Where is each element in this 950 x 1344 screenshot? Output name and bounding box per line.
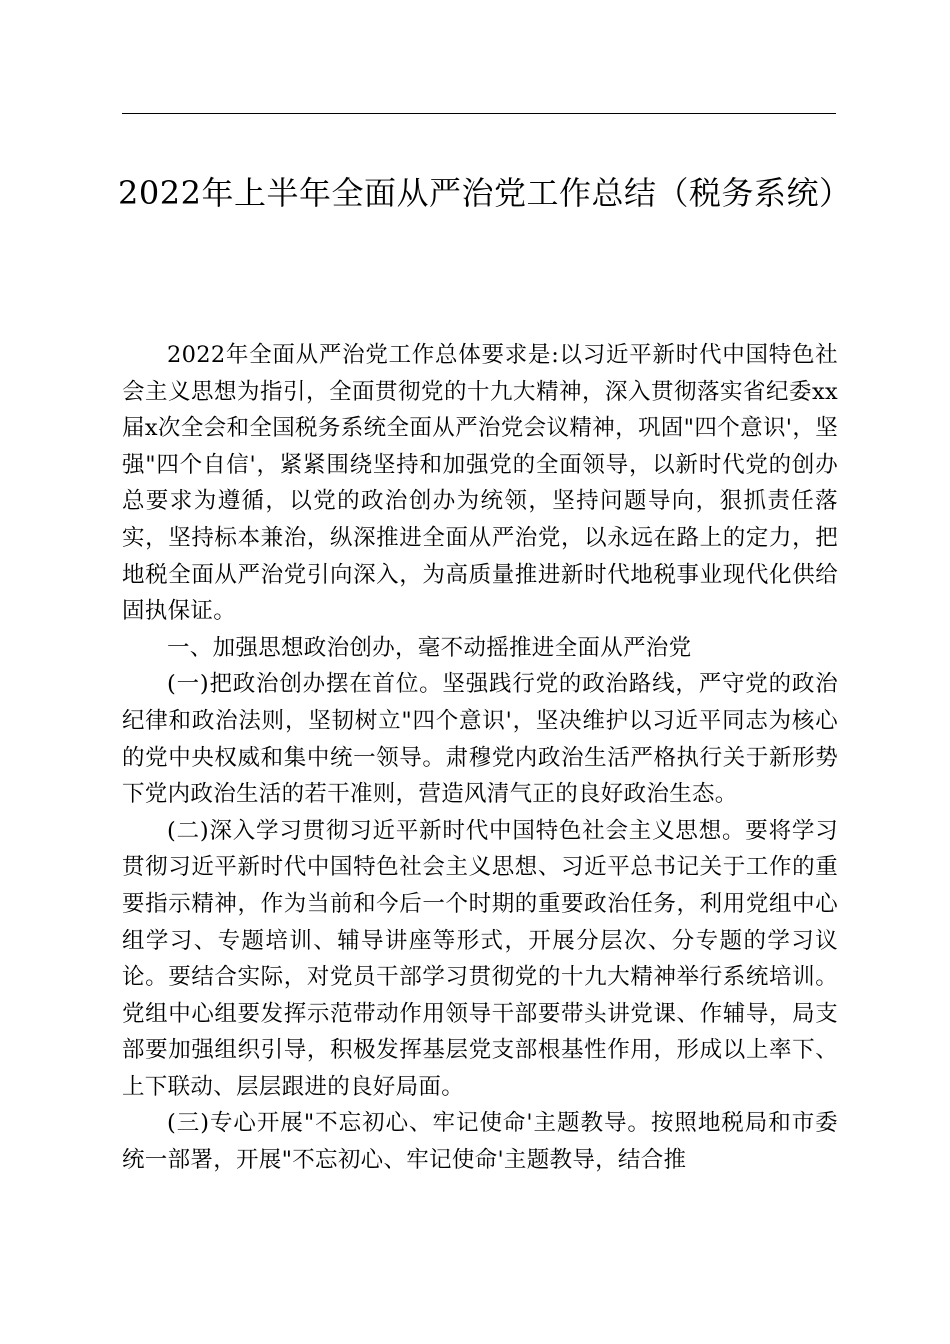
header-rule — [122, 113, 836, 114]
paragraph-1-2: (二)深入学习贯彻习近平新时代中国特色社会主义思想。要将学习贯彻习近平新时代中国特色社会主义思想、习近平总书记关于工作的重要指示精神，作为当前和今后一个时期的重要政治任务，利用党组中心组学习、专题培训、辅导讲座等形式，开展分层次、分专题的学习议论。要结合实际，对党员干部学习贯彻党的十九大精神举行系统培训。党组中心组要发挥示范带动作用领导干部要带头讲党课、作辅导，局支部要加强组织引导，积极发挥基层党支部根基性作用，形成以上率下、上下联动、层层跟进的良好局面。 — [122, 817, 838, 1100]
paragraph-intro: 2022年全面从严治党工作总体要求是:以习近平新时代中国特色社会主义思想为指引，全面贯彻党的十九大精神，深入贯彻落实省纪委xx届x次全会和全国税务系统全面从严治党会议精神，巩固"四个意识'，坚强"四个自信'，紧紧围绕坚持和加强党的全面领导，以新时代党的创办总要求为遵循，以党的政治创办为统领，坚持问题导向，狠抓责任落实，坚持标本兼治，纵深推进全面从严治党，以永远在路上的定力，把地税全面从严治党引向深入，为高质量推进新时代地税事业现代化供给固执保证。 — [122, 342, 838, 625]
paragraph-1-3: (三)专心开展"不忘初心、牢记使命'主题教导。按照地税局和市委统一部署，开展"不忘初心、牢记使命'主题教导，结合推 — [122, 1110, 838, 1174]
paragraph-1-1: (一)把政治创办摆在首位。坚强践行党的政治路线，严守党的政治纪律和政治法则，坚韧树立"四个意识'，坚决维护以习近平同志为核心的党中央权威和集中统一领导。肃穆党内政治生活严格执行关于新形势下党内政治生活的若干准则，营造风清气正的良好政治生态。 — [122, 671, 838, 808]
section-heading-1: 一、加强思想政治创办，毫不动摇推进全面从严治党 — [167, 634, 692, 661]
document-title: 2022年上半年全面从严治党工作总结（税务系统） — [118, 174, 852, 212]
document-body — [122, 337, 838, 1179]
